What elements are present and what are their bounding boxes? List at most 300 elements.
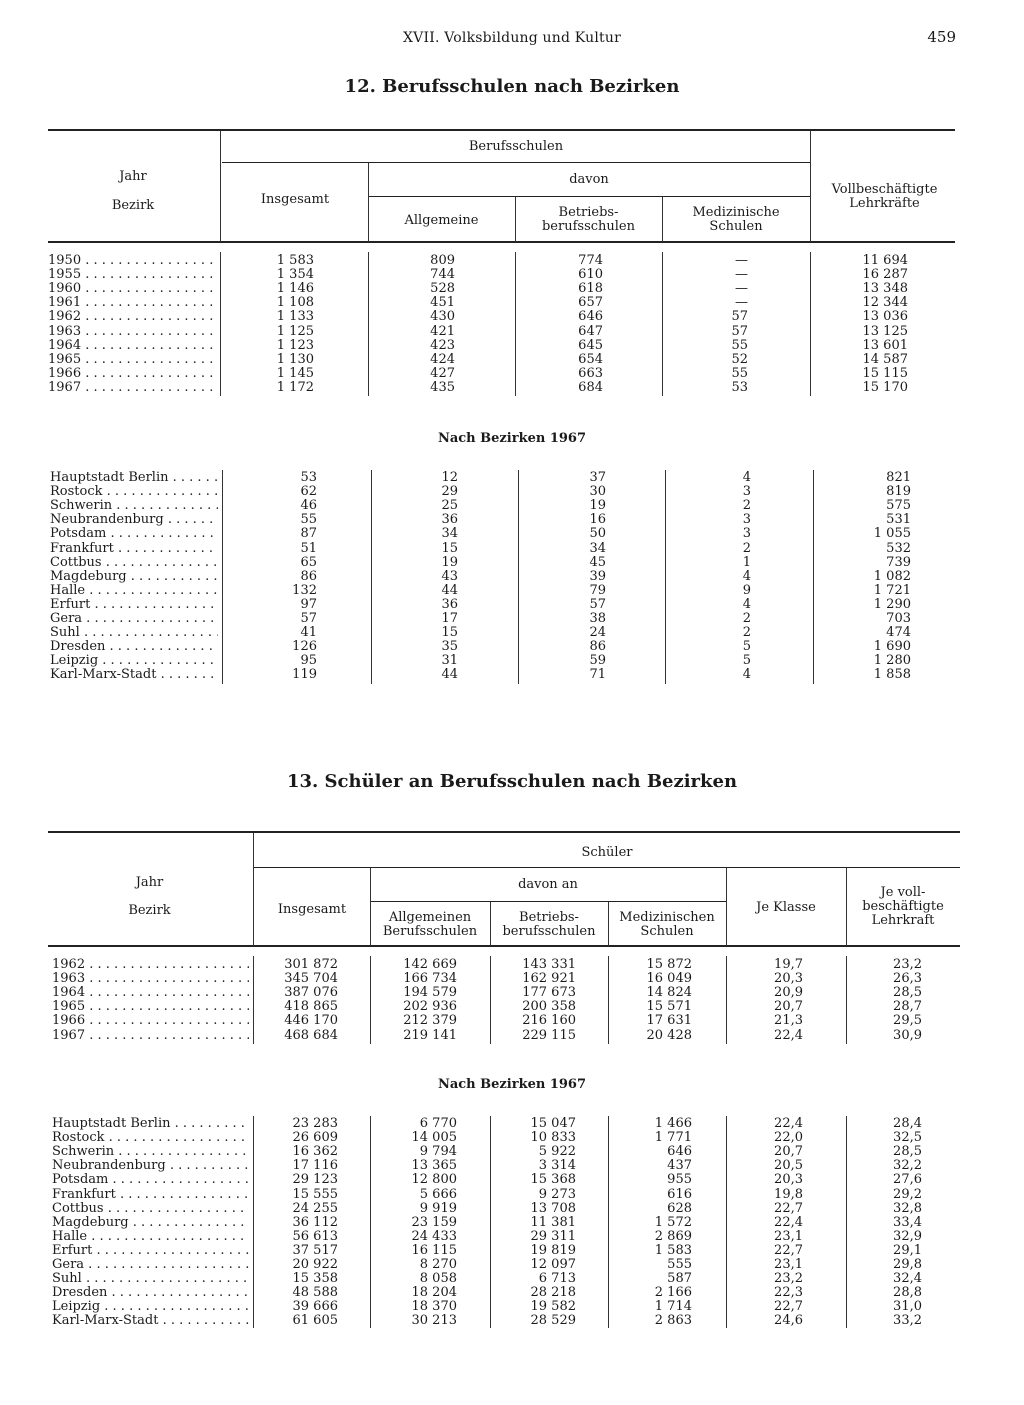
row-label: Potsdam . . .	[50, 527, 218, 541]
row-label: 1963 . . .	[48, 325, 216, 339]
table-cell: 29	[441, 484, 458, 500]
table-cell: 62	[300, 484, 317, 500]
table-cell: 468 684	[284, 1027, 338, 1043]
table-cell: 32,8	[893, 1200, 922, 1216]
table-12-group-rule	[222, 162, 810, 163]
table-cell: 18 204	[411, 1285, 457, 1301]
header-davon-an: davon an	[518, 877, 578, 892]
table-cell: —	[735, 267, 748, 283]
row-label: Hauptstadt Berlin . . .	[52, 1117, 249, 1131]
table-cell: 15 358	[292, 1271, 338, 1287]
table-cell: 647	[578, 323, 603, 339]
table-cell: 229 115	[522, 1027, 576, 1043]
table-cell: 20,7	[774, 1144, 803, 1160]
table-cell: 1 714	[654, 1299, 692, 1315]
header-insgesamt: Insgesamt	[277, 902, 347, 917]
table-cell: 1 172	[276, 379, 314, 395]
table-cell: 37 517	[292, 1242, 338, 1258]
table-13-top-rule	[48, 831, 960, 833]
page-number: 459	[927, 28, 956, 46]
table-cell: 2	[742, 498, 751, 514]
row-label: Karl-Marx-Stadt . . .	[52, 1314, 249, 1328]
table-cell: 15	[441, 625, 458, 641]
row-label: Schwerin . . .	[52, 1145, 249, 1159]
table-cell: 5 666	[419, 1186, 457, 1202]
table-cell: 37	[589, 470, 606, 485]
row-label: Halle . . .	[50, 584, 218, 598]
row-label: Cottbus . . .	[50, 556, 218, 570]
table-cell: 15 115	[862, 365, 908, 381]
table-12-column-divider	[813, 470, 814, 684]
table-cell: 28 218	[530, 1285, 576, 1301]
table-cell: 2 869	[654, 1228, 692, 1244]
table-cell: 15 047	[530, 1116, 576, 1131]
table-cell: 202 936	[403, 999, 457, 1015]
table-cell: 12 800	[411, 1172, 457, 1188]
header-allgemeine: Allgemeine	[404, 213, 479, 228]
table-cell: 555	[667, 1257, 692, 1272]
running-head: XVII. Volksbildung und Kultur	[403, 30, 621, 46]
table-cell: 13 125	[862, 323, 908, 339]
table-cell: 29,1	[893, 1242, 922, 1258]
table-cell: 22,7	[774, 1242, 803, 1258]
row-label: Gera . . .	[50, 612, 218, 626]
table-12-davon-rule	[368, 196, 810, 197]
table-12-top-rule	[48, 129, 955, 131]
table-cell: 1 133	[276, 309, 314, 325]
table-cell: 55	[731, 337, 748, 353]
table-cell: 17	[441, 611, 458, 626]
table-13-davon-rule	[370, 901, 726, 902]
table-cell: 587	[667, 1271, 692, 1287]
header-jahr: Jahr	[119, 169, 147, 184]
table-cell: 44	[441, 667, 458, 683]
table-cell: 51	[300, 540, 317, 556]
table-cell: 45	[589, 554, 606, 570]
table-cell: 16	[589, 512, 606, 528]
table-cell: —	[735, 253, 748, 268]
table-cell: 55	[300, 512, 317, 528]
table-cell: 11 381	[530, 1214, 576, 1230]
table-cell: 22,0	[774, 1130, 803, 1146]
table-cell: 575	[886, 498, 911, 514]
row-label: Suhl . . .	[50, 626, 218, 640]
table-cell: 13 365	[411, 1158, 457, 1174]
table-cell: 23,2	[774, 1271, 803, 1287]
row-label: 1967 . . .	[48, 381, 216, 395]
table-cell: 39	[589, 568, 606, 584]
table-cell: 38	[589, 611, 606, 626]
row-label: Rostock . . .	[50, 485, 218, 499]
table-cell: 20,3	[774, 971, 803, 987]
table-cell: 15 368	[530, 1172, 576, 1188]
row-label: Rostock . . .	[52, 1131, 249, 1145]
table-cell: 19,8	[774, 1186, 803, 1202]
table-cell: 41	[300, 625, 317, 641]
table-12-header-bottom-rule	[48, 241, 955, 243]
table-cell: 15 571	[646, 999, 692, 1015]
table-cell: 50	[589, 526, 606, 542]
table-cell: 1 466	[654, 1116, 692, 1131]
table-cell: 22,4	[774, 1027, 803, 1043]
table-cell: 8 058	[419, 1271, 457, 1287]
row-label: 1963 . . .	[52, 972, 249, 986]
table-cell: 437	[667, 1158, 692, 1174]
table-cell: 194 579	[403, 985, 457, 1001]
table-cell: 1 123	[276, 337, 314, 353]
row-label: Potsdam . . .	[52, 1173, 249, 1187]
table-cell: 86	[589, 639, 606, 655]
table-cell: 657	[578, 295, 603, 311]
table-cell: 19,7	[774, 957, 803, 972]
table-cell: 2 166	[654, 1285, 692, 1301]
table-cell: 19	[589, 498, 606, 514]
row-label: 1966 . . .	[52, 1014, 249, 1028]
table-cell: 23 159	[411, 1214, 457, 1230]
row-label: Frankfurt . . .	[50, 542, 218, 556]
table-cell: 32,4	[893, 1271, 922, 1287]
table-cell: 34	[441, 526, 458, 542]
row-label: Magdeburg . . .	[52, 1216, 249, 1230]
table-cell: 39 666	[292, 1299, 338, 1315]
header-medizinische-schulen: Medizinische Schulen	[692, 205, 780, 234]
table-cell: 3	[742, 526, 751, 542]
row-label: 1965 . . .	[52, 1000, 249, 1014]
table-cell: 301 872	[284, 957, 338, 972]
row-label: 1960 . . .	[48, 282, 216, 296]
table-cell: 52	[731, 351, 748, 367]
table-cell: 1 280	[873, 653, 911, 669]
table-cell: 15	[441, 540, 458, 556]
table-cell: 345 704	[284, 971, 338, 987]
table-cell: 142 669	[403, 957, 457, 972]
table-cell: 435	[430, 379, 455, 395]
table-cell: 20,5	[774, 1158, 803, 1174]
table-cell: 26,3	[893, 971, 922, 987]
table-cell: 21,3	[774, 1013, 803, 1029]
row-label: Frankfurt . . .	[52, 1188, 249, 1202]
table-cell: 35	[441, 639, 458, 655]
table-cell: 418 865	[284, 999, 338, 1015]
row-label: Cottbus . . .	[52, 1202, 249, 1216]
table-cell: 22,7	[774, 1299, 803, 1315]
table-cell: 25	[441, 498, 458, 514]
row-label: Dresden . . .	[52, 1286, 249, 1300]
table-cell: 31	[441, 653, 458, 669]
table-cell: 17 116	[292, 1158, 338, 1174]
row-label: Halle . . .	[52, 1230, 249, 1244]
table-12-districts-heading: Nach Bezirken 1967	[437, 431, 587, 446]
table-cell: 15 170	[862, 379, 908, 395]
table-cell: 22,4	[774, 1214, 803, 1230]
table-cell: 119	[292, 667, 317, 683]
row-label: 1962 . . .	[52, 958, 249, 972]
table-cell: 387 076	[284, 985, 338, 1001]
table-cell: 19	[441, 554, 458, 570]
table-cell: 423	[430, 337, 455, 353]
table-cell: 2	[742, 540, 751, 556]
table-cell: 646	[667, 1144, 692, 1160]
table-cell: 29 311	[530, 1228, 576, 1244]
table-cell: 628	[667, 1200, 692, 1216]
table-cell: 24 433	[411, 1228, 457, 1244]
table-cell: 32,2	[893, 1158, 922, 1174]
row-label: Erfurt . . .	[52, 1244, 249, 1258]
table-cell: 28,5	[893, 985, 922, 1001]
table-cell: 684	[578, 379, 603, 395]
table-cell: 739	[886, 554, 911, 570]
row-label: 1964 . . .	[48, 339, 216, 353]
table-cell: 95	[300, 653, 317, 669]
table-cell: 36 112	[292, 1214, 338, 1230]
header-betriebsberufsschulen: Betriebs- berufsschulen	[541, 205, 635, 234]
table-cell: 57	[300, 611, 317, 626]
table-cell: 46	[300, 498, 317, 514]
header-bezirk: Bezirk	[128, 903, 171, 918]
header-betriebsberufsschulen: Betriebs- berufsschulen	[502, 910, 596, 939]
table-cell: 531	[886, 512, 911, 528]
table-cell: 532	[886, 540, 911, 556]
table-cell: 3	[742, 512, 751, 528]
table-cell: 19 819	[530, 1242, 576, 1258]
table-cell: 6 713	[538, 1271, 576, 1287]
table-cell: 421	[430, 323, 455, 339]
header-lehrkraefte: Vollbeschäftigte Lehrkräfte	[831, 182, 938, 211]
table-cell: 30,9	[893, 1027, 922, 1043]
table-cell: 11 694	[862, 253, 908, 268]
table-cell: 28,4	[893, 1116, 922, 1131]
table-cell: 32,9	[893, 1228, 922, 1244]
table-cell: 12 344	[862, 295, 908, 311]
table-cell: 30 213	[411, 1313, 457, 1329]
table-cell: 55	[731, 365, 748, 381]
table-cell: 28,7	[893, 999, 922, 1015]
table-cell: 1 125	[276, 323, 314, 339]
table-cell: 427	[430, 365, 455, 381]
header-berufsschulen: Berufsschulen	[468, 139, 564, 154]
table-cell: 16 362	[292, 1144, 338, 1160]
table-cell: 4	[742, 470, 751, 485]
row-label: Hauptstadt Berlin . . .	[50, 471, 218, 485]
table-cell: 20 428	[646, 1027, 692, 1043]
table-cell: 61 605	[292, 1313, 338, 1329]
table-cell: 1 583	[654, 1242, 692, 1258]
row-label: Neubrandenburg . . .	[50, 513, 218, 527]
table-cell: 17 631	[646, 1013, 692, 1029]
table-cell: 821	[886, 470, 911, 485]
row-label: Schwerin . . .	[50, 499, 218, 513]
table-cell: 57	[731, 323, 748, 339]
table-12-header-divider	[810, 131, 811, 242]
table-cell: 14 824	[646, 985, 692, 1001]
table-12-column-divider	[222, 470, 223, 684]
table-cell: 20,7	[774, 999, 803, 1015]
header-je-klasse: Je Klasse	[756, 900, 816, 915]
table-cell: 53	[300, 470, 317, 485]
table-cell: 4	[742, 596, 751, 612]
table-cell: 22,4	[774, 1116, 803, 1131]
table-cell: 5	[742, 653, 751, 669]
table-cell: 446 170	[284, 1013, 338, 1029]
table-cell: 13 036	[862, 309, 908, 325]
row-label: 1966 . . .	[48, 367, 216, 381]
row-label: Magdeburg . . .	[50, 570, 218, 584]
table-cell: 18 370	[411, 1299, 457, 1315]
table-cell: 1 354	[276, 267, 314, 283]
table-cell: 774	[578, 253, 603, 268]
row-label: 1961 . . .	[48, 296, 216, 310]
table-cell: —	[735, 281, 748, 297]
row-label: 1950 . . .	[48, 254, 216, 268]
row-label: Dresden . . .	[50, 640, 218, 654]
table-cell: 654	[578, 351, 603, 367]
table-cell: 12 097	[530, 1257, 576, 1272]
table-cell: 2	[742, 625, 751, 641]
table-cell: 955	[667, 1172, 692, 1188]
table-cell: 1 583	[276, 253, 314, 268]
table-cell: 819	[886, 484, 911, 500]
row-label: 1962 . . .	[48, 310, 216, 324]
header-schueler: Schüler	[581, 845, 633, 860]
table-cell: 126	[292, 639, 317, 655]
table-cell: 1 690	[873, 639, 911, 655]
table-cell: 703	[886, 611, 911, 626]
table-cell: 56 613	[292, 1228, 338, 1244]
table-cell: 143 331	[522, 957, 576, 972]
table-cell: 23,1	[774, 1228, 803, 1244]
table-cell: 1	[742, 554, 751, 570]
table-cell: 162 921	[522, 971, 576, 987]
table-12-header-divider	[220, 131, 221, 242]
table-cell: 20 922	[292, 1257, 338, 1272]
table-cell: 23 283	[292, 1116, 338, 1131]
table-12-column-divider	[810, 252, 811, 396]
table-cell: 33,2	[893, 1313, 922, 1329]
table-cell: 12	[441, 470, 458, 485]
table-cell: 646	[578, 309, 603, 325]
table-cell: 200 358	[522, 999, 576, 1015]
table-cell: 2	[742, 611, 751, 626]
table-cell: 177 673	[522, 985, 576, 1001]
table-cell: 5 922	[538, 1144, 576, 1160]
table-cell: 618	[578, 281, 603, 297]
table-cell: 212 379	[403, 1013, 457, 1029]
table-cell: 65	[300, 554, 317, 570]
table-cell: 43	[441, 568, 458, 584]
table-13-title: 13. Schüler an Berufsschulen nach Bezirken	[286, 771, 738, 792]
table-cell: 87	[300, 526, 317, 542]
table-cell: 1 721	[873, 582, 911, 598]
table-cell: 28,5	[893, 1144, 922, 1160]
table-cell: 3	[742, 484, 751, 500]
header-insgesamt: Insgesamt	[260, 192, 330, 207]
row-label: Suhl . . .	[52, 1272, 249, 1286]
table-cell: 71	[589, 667, 606, 683]
table-cell: 616	[667, 1186, 692, 1202]
table-cell: 29 123	[292, 1172, 338, 1188]
table-cell: 34	[589, 540, 606, 556]
table-12-title: 12. Berufsschulen nach Bezirken	[344, 76, 680, 97]
table-cell: 29,5	[893, 1013, 922, 1029]
table-cell: 24 255	[292, 1200, 338, 1216]
table-cell: 16 115	[411, 1242, 457, 1258]
table-cell: 57	[589, 596, 606, 612]
row-label: 1964 . . .	[52, 986, 249, 1000]
table-cell: 1 130	[276, 351, 314, 367]
table-cell: 14 587	[862, 351, 908, 367]
table-cell: 57	[731, 309, 748, 325]
table-cell: 29,8	[893, 1257, 922, 1272]
header-bezirk: Bezirk	[111, 198, 155, 213]
table-cell: 216 160	[522, 1013, 576, 1029]
table-cell: 8 270	[419, 1257, 457, 1272]
table-cell: 20,9	[774, 985, 803, 1001]
table-cell: 1 108	[276, 295, 314, 311]
table-cell: 1 858	[873, 667, 911, 683]
header-allgemeinen-berufsschulen: Allgemeinen Berufsschulen	[382, 910, 478, 939]
table-cell: 132	[292, 582, 317, 598]
table-cell: 26 609	[292, 1130, 338, 1146]
table-cell: 86	[300, 568, 317, 584]
header-jahr: Jahr	[135, 875, 164, 890]
row-label: 1965 . . .	[48, 353, 216, 367]
table-cell: 16 287	[862, 267, 908, 283]
table-cell: 22,3	[774, 1285, 803, 1301]
table-cell: 2 863	[654, 1313, 692, 1329]
table-cell: 9 794	[419, 1144, 457, 1160]
table-cell: 13 348	[862, 281, 908, 297]
table-cell: 13 601	[862, 337, 908, 353]
table-cell: 10 833	[530, 1130, 576, 1146]
table-cell: 4	[742, 667, 751, 683]
table-cell: 28,8	[893, 1285, 922, 1301]
table-cell: 53	[731, 379, 748, 395]
table-cell: 15 555	[292, 1186, 338, 1202]
table-cell: 19 582	[530, 1299, 576, 1315]
table-cell: 1 082	[873, 568, 911, 584]
table-cell: 30	[589, 484, 606, 500]
table-cell: 14 005	[411, 1130, 457, 1146]
row-label: Karl-Marx-Stadt . . .	[50, 668, 218, 682]
table-cell: 59	[589, 653, 606, 669]
row-label: Gera . . .	[52, 1258, 249, 1272]
table-cell: 4	[742, 568, 751, 584]
table-13-districts-heading: Nach Bezirken 1967	[437, 1077, 587, 1092]
row-label: 1955 . . .	[48, 268, 216, 282]
table-cell: 1 572	[654, 1214, 692, 1230]
table-cell: 474	[886, 625, 911, 641]
table-cell: 24	[589, 625, 606, 641]
table-cell: 22,7	[774, 1200, 803, 1216]
table-cell: 3 314	[538, 1158, 576, 1174]
header-medizinischen-schulen: Medizinischen Schulen	[619, 910, 715, 939]
table-cell: 31,0	[893, 1299, 922, 1315]
row-label: Erfurt . . .	[50, 598, 218, 612]
table-cell: 645	[578, 337, 603, 353]
table-cell: 48 588	[292, 1285, 338, 1301]
header-davon: davon	[569, 172, 609, 187]
header-je-lehrkraft: Je voll- beschäftigte Lehrkraft	[862, 885, 944, 928]
row-label: Leipzig . . .	[52, 1300, 249, 1314]
table-cell: 13 708	[530, 1200, 576, 1216]
table-cell: 44	[441, 582, 458, 598]
table-12-column-divider	[220, 252, 221, 396]
table-cell: 1 146	[276, 281, 314, 297]
table-cell: 1 290	[873, 596, 911, 612]
table-cell: 6 770	[419, 1116, 457, 1131]
table-cell: 219 141	[403, 1027, 457, 1043]
table-13-header-bottom-rule	[48, 945, 960, 947]
